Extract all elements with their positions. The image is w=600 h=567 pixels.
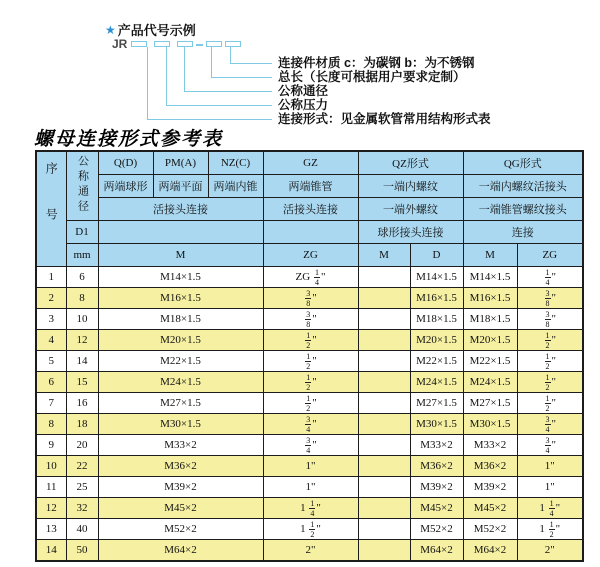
cell-qz-m — [358, 477, 410, 498]
cell-qz-m — [358, 351, 410, 372]
cell-qg-m: M24×1.5 — [463, 372, 517, 393]
fraction: $\frac{3}{8}$ — [306, 288, 311, 308]
connector-line — [230, 63, 272, 64]
label-material: 连接件材质 c：为碳钢 b：为不锈钢 — [278, 56, 475, 70]
code-box-1 — [131, 41, 147, 47]
cell-dn: 40 — [66, 519, 98, 540]
cell-gz: 1" — [263, 477, 358, 498]
cell-m: M20×1.5 — [98, 330, 263, 351]
fraction: $\frac{3}{4}$ — [545, 414, 550, 434]
cell-seq: 9 — [36, 435, 66, 456]
header-qg-desc2: 一端锥管螺纹接头 — [463, 198, 583, 221]
header-qpn-conn: 活接头连接 — [98, 198, 263, 221]
cell-qg-zg: $\frac{3}{8}$ " — [517, 309, 583, 330]
cell-qz-d: M18×1.5 — [410, 309, 463, 330]
cell-qg-zg: 1 $\frac{1}{4}$ " — [517, 498, 583, 519]
table-row — [36, 351, 583, 372]
cell-m: M24×1.5 — [98, 372, 263, 393]
fraction: $\frac{1}{2}$ — [310, 519, 315, 539]
cell-qz-m — [358, 372, 410, 393]
cell-dn: 22 — [66, 456, 98, 477]
fraction: $\frac{1}{2}$ — [306, 351, 311, 371]
cell-seq: 3 — [36, 309, 66, 330]
cell-seq: 6 — [36, 372, 66, 393]
label-connection-form: 连接形式：见金属软管常用结构形式表 — [278, 112, 491, 126]
cell-dn: 25 — [66, 477, 98, 498]
cell-qz-m — [358, 288, 410, 309]
fraction: $\frac{3}{8}$ — [545, 309, 550, 329]
cell-dn: 6 — [66, 267, 98, 288]
cell-qg-m: M45×2 — [463, 498, 517, 519]
cell-gz: $\frac{3}{4}$ " — [263, 435, 358, 456]
cell-m: M18×1.5 — [98, 309, 263, 330]
header-col-qz: QZ形式 — [358, 151, 463, 175]
cell-gz: 1 $\frac{1}{2}$ " — [263, 519, 358, 540]
fraction: $\frac{1}{4}$ — [314, 267, 319, 287]
table-row — [36, 414, 583, 435]
cell-qg-zg: $\frac{1}{2}$ " — [517, 393, 583, 414]
fraction: $\frac{1}{2}$ — [545, 393, 550, 413]
table-row — [36, 309, 583, 330]
connector-line — [211, 47, 212, 77]
header-mm: mm — [66, 244, 98, 267]
connector-line — [147, 119, 272, 120]
fraction: $\frac{1}{4}$ — [310, 498, 315, 518]
fraction: $\frac{1}{2}$ — [545, 330, 550, 350]
header-qz-m: M — [358, 244, 410, 267]
cell-gz: 1 $\frac{1}{4}$ " — [263, 498, 358, 519]
cell-seq: 14 — [36, 540, 66, 562]
header-qg-zg: ZG — [517, 244, 583, 267]
code-dash — [196, 44, 203, 46]
cell-qz-d: M30×1.5 — [410, 414, 463, 435]
cell-m: M36×2 — [98, 456, 263, 477]
cell-seq: 7 — [36, 393, 66, 414]
cell-qz-m — [358, 498, 410, 519]
table-row — [36, 288, 583, 309]
cell-qg-zg: 1 $\frac{1}{2}$ " — [517, 519, 583, 540]
cell-qz-d: M27×1.5 — [410, 393, 463, 414]
cell-dn: 14 — [66, 351, 98, 372]
cell-qg-zg: 1" — [517, 477, 583, 498]
cell-qg-m: M36×2 — [463, 456, 517, 477]
table-row — [36, 519, 583, 540]
cell-gz: $\frac{1}{2}$ " — [263, 393, 358, 414]
cell-seq: 12 — [36, 498, 66, 519]
header-dn-text: 公称通径 — [76, 154, 89, 215]
fraction: $\frac{3}{8}$ — [306, 309, 311, 329]
table-row — [36, 330, 583, 351]
cell-qg-zg: $\frac{3}{8}$ " — [517, 288, 583, 309]
label-nominal-pressure: 公称压力 — [278, 98, 329, 112]
cell-gz: $\frac{1}{2}$ " — [263, 372, 358, 393]
connector-line — [166, 47, 167, 105]
table-row — [36, 540, 583, 562]
table-row — [36, 267, 583, 288]
star-icon: ★ — [105, 22, 116, 37]
fraction: $\frac{3}{8}$ — [545, 288, 550, 308]
header-gz-conn: 活接头连接 — [263, 198, 358, 221]
cell-m: M64×2 — [98, 540, 263, 562]
header-seq — [36, 151, 66, 267]
header-dn — [66, 151, 98, 221]
connector-line — [184, 91, 272, 92]
cell-qz-m — [358, 435, 410, 456]
cell-dn: 16 — [66, 393, 98, 414]
cell-dn: 12 — [66, 330, 98, 351]
header-qz-desc1: 一端内螺纹 — [358, 175, 463, 198]
fraction: $\frac{1}{2}$ — [306, 372, 311, 392]
cell-m: M45×2 — [98, 498, 263, 519]
cell-gz: 2" — [263, 540, 358, 562]
cell-qz-d: M45×2 — [410, 498, 463, 519]
header-qz-conn: 球形接头连接 — [358, 221, 463, 244]
cell-qg-m: M33×2 — [463, 435, 517, 456]
cell-seq: 10 — [36, 456, 66, 477]
cell-qg-m: M14×1.5 — [463, 267, 517, 288]
cell-qg-m: M39×2 — [463, 477, 517, 498]
header-col-pm: PM(A) — [153, 151, 208, 175]
header-empty-qpn — [98, 221, 263, 244]
table-row — [36, 477, 583, 498]
header-gz-desc: 两端锥管 — [263, 175, 358, 198]
table-row — [36, 498, 583, 519]
header-col-q: Q(D) — [98, 151, 153, 175]
cell-qg-m: M18×1.5 — [463, 309, 517, 330]
fraction: $\frac{3}{4}$ — [306, 435, 311, 455]
code-box-3 — [177, 41, 193, 47]
cell-qz-d: M33×2 — [410, 435, 463, 456]
code-box-4 — [206, 41, 222, 47]
cell-qg-m: M64×2 — [463, 540, 517, 562]
header-pm-desc: 两端平面 — [153, 175, 208, 198]
cell-qz-m — [358, 393, 410, 414]
cell-seq: 13 — [36, 519, 66, 540]
table-body — [36, 267, 583, 562]
table-row — [36, 372, 583, 393]
cell-qz-d: M24×1.5 — [410, 372, 463, 393]
cell-m: M16×1.5 — [98, 288, 263, 309]
cell-seq: 4 — [36, 330, 66, 351]
table-row — [36, 456, 583, 477]
cell-qg-zg: $\frac{3}{4}$ " — [517, 435, 583, 456]
header-empty-gz — [263, 221, 358, 244]
cell-qg-m: M30×1.5 — [463, 414, 517, 435]
cell-dn: 18 — [66, 414, 98, 435]
cell-qg-m: M16×1.5 — [463, 288, 517, 309]
label-nominal-diameter: 公称通径 — [278, 84, 329, 98]
cell-gz: $\frac{1}{2}$ " — [263, 351, 358, 372]
nut-connection-table — [35, 150, 584, 562]
cell-qz-d: M52×2 — [410, 519, 463, 540]
cell-qz-d: M14×1.5 — [410, 267, 463, 288]
header-q-desc: 两端球形 — [98, 175, 153, 198]
cell-gz: $\frac{3}{8}$ " — [263, 309, 358, 330]
table-row — [36, 435, 583, 456]
cell-qg-zg: $\frac{1}{2}$ " — [517, 372, 583, 393]
cell-qz-d: M39×2 — [410, 477, 463, 498]
cell-qz-d: M36×2 — [410, 456, 463, 477]
cell-qz-m — [358, 540, 410, 562]
cell-m: M33×2 — [98, 435, 263, 456]
connector-line — [230, 47, 231, 63]
cell-seq: 1 — [36, 267, 66, 288]
cell-qz-d: M20×1.5 — [410, 330, 463, 351]
cell-seq: 11 — [36, 477, 66, 498]
cell-m: M39×2 — [98, 477, 263, 498]
label-total-length: 总长（长度可根据用户要求定制） — [278, 70, 466, 84]
header-col-nz: NZ(C) — [208, 151, 263, 175]
product-code-prefix: JR — [112, 37, 128, 51]
cell-qg-zg: $\frac{3}{4}$ " — [517, 414, 583, 435]
fraction: $\frac{1}{2}$ — [545, 372, 550, 392]
header-qz-d: D — [410, 244, 463, 267]
fraction: $\frac{1}{2}$ — [306, 330, 311, 350]
cell-qz-m — [358, 519, 410, 540]
cell-qz-d: M22×1.5 — [410, 351, 463, 372]
cell-qz-m — [358, 267, 410, 288]
header-qz-desc2: 一端外螺纹 — [358, 198, 463, 221]
cell-gz: 1" — [263, 456, 358, 477]
header-qg-m: M — [463, 244, 517, 267]
code-box-2 — [154, 41, 170, 47]
code-box-5 — [225, 41, 241, 47]
header-qg-conn: 连接 — [463, 221, 583, 244]
header-col-gz: GZ — [263, 151, 358, 175]
cell-seq: 2 — [36, 288, 66, 309]
cell-gz: $\frac{3}{8}$ " — [263, 288, 358, 309]
fraction: $\frac{1}{2}$ — [549, 519, 554, 539]
table-title: 螺母连接形式参考表 — [34, 129, 224, 150]
header-gz-zg: ZG — [263, 244, 358, 267]
header-col-qg: QG形式 — [463, 151, 583, 175]
header-seq-text: 序号 — [44, 161, 59, 254]
fraction: $\frac{3}{4}$ — [306, 414, 311, 434]
cell-dn: 50 — [66, 540, 98, 562]
cell-qg-zg: 2" — [517, 540, 583, 562]
fraction: $\frac{1}{4}$ — [545, 267, 550, 287]
header-qg-desc1: 一端内螺纹活接头 — [463, 175, 583, 198]
cell-dn: 8 — [66, 288, 98, 309]
connector-line — [211, 77, 272, 78]
cell-qg-m: M20×1.5 — [463, 330, 517, 351]
cell-m: M27×1.5 — [98, 393, 263, 414]
cell-qg-zg: $\frac{1}{4}$ " — [517, 267, 583, 288]
cell-qz-d: M16×1.5 — [410, 288, 463, 309]
fraction: $\frac{3}{4}$ — [545, 435, 550, 455]
header-m: M — [98, 244, 263, 267]
cell-dn: 15 — [66, 372, 98, 393]
connector-line — [166, 105, 272, 106]
diagram-title-text: 产品代号示例 — [117, 23, 196, 38]
cell-dn: 20 — [66, 435, 98, 456]
cell-dn: 32 — [66, 498, 98, 519]
cell-qg-m: M52×2 — [463, 519, 517, 540]
connector-line — [147, 47, 148, 119]
cell-qg-m: M27×1.5 — [463, 393, 517, 414]
fraction: $\frac{1}{2}$ — [545, 351, 550, 371]
cell-qz-d: M64×2 — [410, 540, 463, 562]
cell-qz-m — [358, 330, 410, 351]
table-row — [36, 393, 583, 414]
cell-qg-zg: $\frac{1}{2}$ " — [517, 351, 583, 372]
header-d1: D1 — [66, 221, 98, 244]
cell-qz-m — [358, 414, 410, 435]
cell-m: M14×1.5 — [98, 267, 263, 288]
cell-seq: 5 — [36, 351, 66, 372]
fraction: $\frac{1}{4}$ — [549, 498, 554, 518]
cell-m: M30×1.5 — [98, 414, 263, 435]
cell-dn: 10 — [66, 309, 98, 330]
cell-qg-zg: $\frac{1}{2}$ " — [517, 330, 583, 351]
cell-gz: $\frac{1}{2}$ " — [263, 330, 358, 351]
cell-qz-m — [358, 309, 410, 330]
cell-gz: ZG $\frac{1}{4}$ " — [263, 267, 358, 288]
cell-qg-zg: 1" — [517, 456, 583, 477]
cell-seq: 8 — [36, 414, 66, 435]
cell-m: M52×2 — [98, 519, 263, 540]
connector-line — [184, 47, 185, 91]
fraction: $\frac{1}{2}$ — [306, 393, 311, 413]
table-header — [36, 151, 583, 267]
cell-qg-m: M22×1.5 — [463, 351, 517, 372]
header-nz-desc: 两端内锥 — [208, 175, 263, 198]
cell-qz-m — [358, 456, 410, 477]
cell-gz: $\frac{3}{4}$ " — [263, 414, 358, 435]
cell-m: M22×1.5 — [98, 351, 263, 372]
